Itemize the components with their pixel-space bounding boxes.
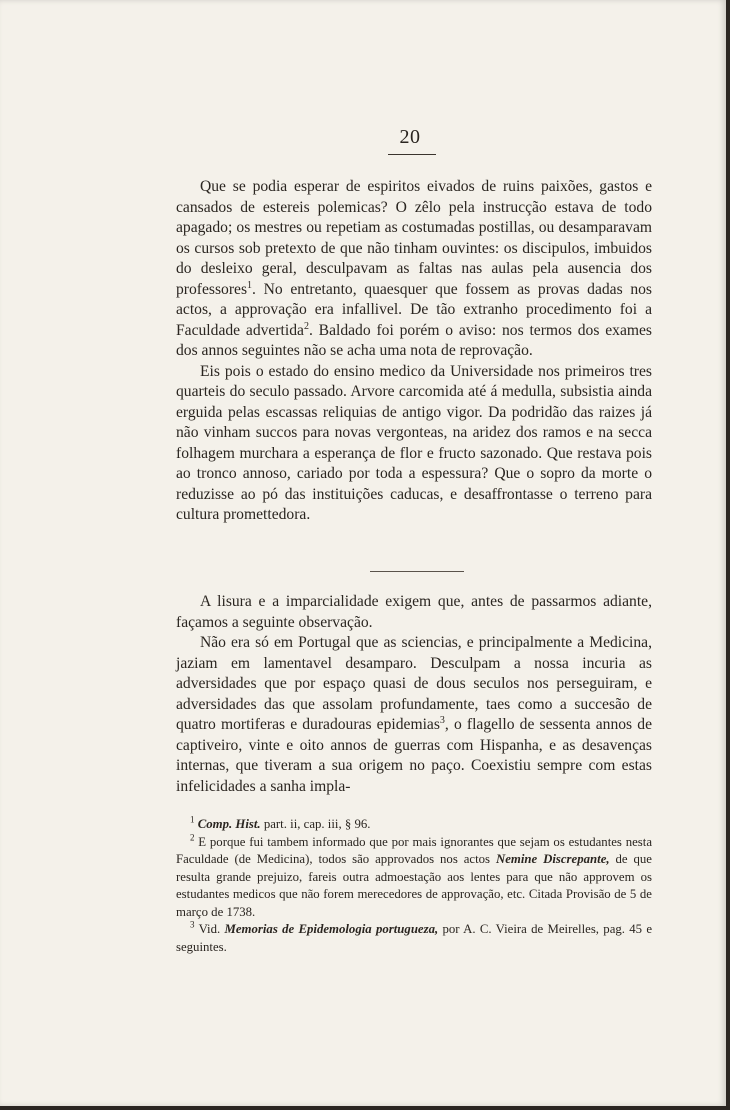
footnote-2-mark: 2 bbox=[190, 832, 195, 843]
footnote-1-text: part. ii, cap. iii, § 96. bbox=[260, 817, 371, 831]
footnote-3 bbox=[176, 921, 652, 956]
paragraph-1-text-cont: . No entretanto, quaesquer que fossem as provas dadas nos actos, a approvação era infallivel. De tão extranho procedimento foi a Faculdade advertida bbox=[176, 280, 652, 339]
page-edge-right bbox=[726, 0, 730, 1110]
page-number-rule bbox=[388, 154, 436, 155]
footnote-1-mark: 1 bbox=[190, 814, 195, 825]
paragraph-1 bbox=[176, 177, 652, 362]
footnote-ref-1: 1 bbox=[247, 279, 253, 291]
paragraph-4 bbox=[176, 633, 652, 797]
paragraph-1-text-end: . Baldado foi porém o aviso: nos termos dos exames dos annos seguintes não se acha uma nota de reprovação. bbox=[176, 321, 652, 359]
footnote-3-italic: Memorias de Epidemologia portugueza, bbox=[224, 922, 439, 936]
footnotes bbox=[176, 816, 652, 956]
paragraph-4-text: Não era só em Portugal que as sciencias, e principalmente a Medicina, jaziam em lamentavel desamparo. Desculpam a nossa incuria as adversidades que por espaço quasi de dous seculos nos perseguiram, e adversidades das que assolam profundamente, taes como a succesão de quatro mortiferas e duradouras epidemias bbox=[176, 634, 652, 733]
page-edge-bottom bbox=[0, 1106, 730, 1110]
section-separator bbox=[370, 571, 464, 572]
text-block-bottom bbox=[176, 592, 652, 797]
footnote-ref-3: 3 bbox=[439, 714, 445, 726]
page-number: 20 bbox=[399, 126, 421, 148]
footnote-1 bbox=[176, 816, 652, 834]
footnote-ref-2: 2 bbox=[303, 320, 309, 332]
paragraph-3: A lisura e a imparcialidade exigem que, antes de passarmos adiante, façamos a seguinte observação. bbox=[176, 593, 652, 631]
paragraph-4-text-cont: , o flagello de sessenta annos de captiveiro, vinte e oito annos de guerras com Hispanha, e as desavenças internas, que tiveram a sua origem no paço. Coexistiu sempre com estas infelicidades a sanha impla- bbox=[176, 716, 652, 795]
footnote-2-text-end: de que resulta grande prejuizo, fareis outra admoestação aos lentes para que não approvem os estudantes medicos que não forem merecedores de approvação, etc. Citada Provisão de 5 de março de 1738. bbox=[176, 852, 652, 919]
footnote-2-text: E porque fui tambem informado que por mais ignorantes que sejam os estudantes nesta Faculdade (de Medicina), todos são approvados nos actos bbox=[176, 834, 652, 866]
footnote-2 bbox=[176, 834, 652, 922]
footnote-3-mark: 3 bbox=[190, 919, 195, 930]
paragraph-1-text: Que se podia esperar de espiritos eivados de ruins paixões, gastos e cansados de estereis polemicas? O zêlo pela instrucção estava de todo apagado; os mestres ou repetiam as costumadas postillas, ou desamparavam os cursos sob pretexto de que não tinham ouvintes: os discipulos, imbuidos do desleixo geral, desculpavam as faltas nas aulas pela ausencia dos professores bbox=[176, 178, 652, 298]
footnote-3-text-end: por A. C. Vieira de Meirelles, pag. 45 e seguintes. bbox=[176, 922, 653, 954]
footnote-3-text: Vid. bbox=[198, 922, 225, 936]
footnote-2-italic: Nemine Discrepante, bbox=[495, 852, 610, 866]
footnote-1-title: Comp. Hist. bbox=[197, 817, 261, 831]
text-block-top bbox=[176, 177, 652, 526]
paragraph-2: Eis pois o estado do ensino medico da Universidade nos primeiros tres quarteis do seculo passado. Arvore carcomida até á medulla, subsistia ainda erguida pelas escassas reliquias de antigo vigor. Da podridão das raizes já não vinham succos para novas vergonteas, na aridez dos ramos e na secca folhagem murchara a esperança de flor e fructo sazonado. Que restava pois ao tronco annoso, cariado por toda a espessura? Que o sopro da morte o reduzisse ao pó das instituições caducas, e desaffrontasse o terreno para cultura promettedora. bbox=[176, 362, 652, 523]
